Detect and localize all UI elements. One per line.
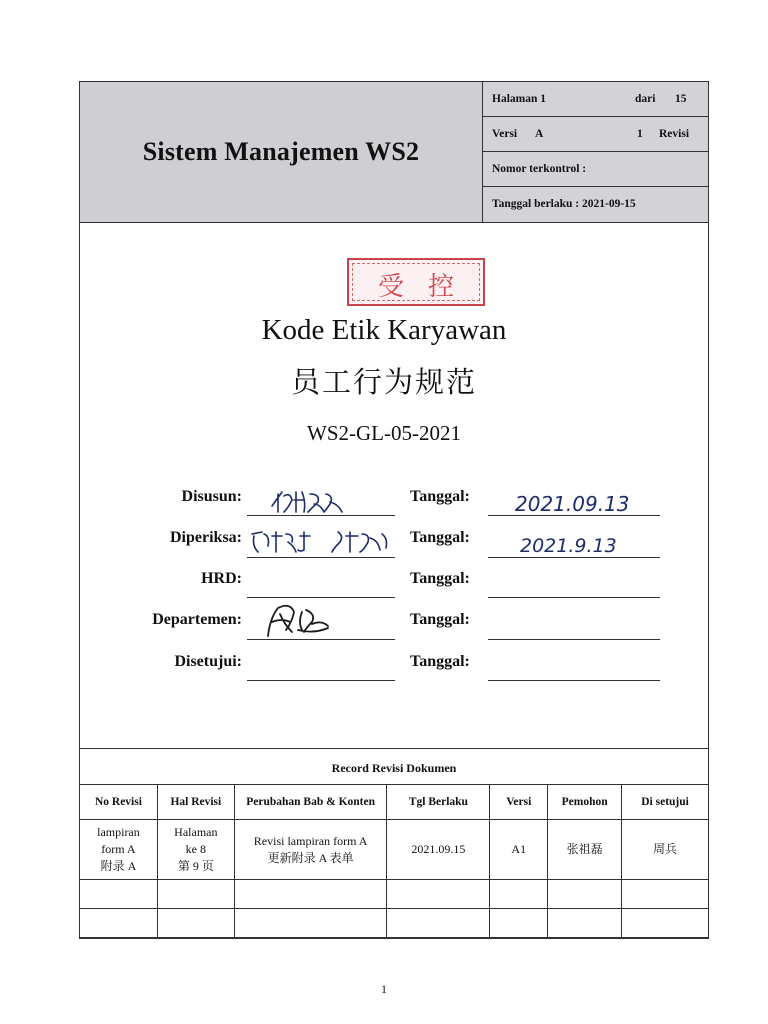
effective-date: Tanggal berlaku : 2021-09-15 (492, 198, 636, 210)
page-number: 1 (381, 982, 387, 996)
date-label-1: Tanggal: (410, 488, 470, 505)
table-cell: A1 (490, 820, 548, 880)
table-header-row (80, 785, 709, 820)
table-cell (548, 909, 622, 938)
revision-record-title: Record Revisi Dokumen (79, 748, 709, 785)
page-label: Halaman 1 (492, 93, 546, 105)
table-cell: 2021.09.15 (387, 820, 490, 880)
column-header: Pemohon (548, 785, 622, 820)
date-label-4: Tanggal: (410, 611, 470, 628)
control-number-row (483, 152, 708, 187)
revision-value: 1 (637, 128, 643, 140)
version-value: A (535, 128, 544, 140)
document-title: Kode Etik Karyawan (261, 314, 507, 346)
column-header: No Revisi (80, 785, 158, 820)
table-row (80, 880, 709, 909)
reviewed-by-signature (246, 526, 406, 556)
version-row (483, 117, 708, 152)
table-cell: Revisi lampiran form A 更新附录 A 表单 (234, 820, 387, 880)
hrd-line (247, 597, 395, 598)
revision-label: Revisi (659, 128, 690, 140)
reviewed-by-line (247, 557, 395, 558)
department-label: Departemen: (152, 611, 242, 628)
page-of-label: dari (635, 93, 656, 105)
date-line-2 (488, 557, 660, 558)
approved-by-label: Disetujui: (174, 653, 242, 670)
system-title: Sistem Manajemen WS2 (142, 137, 420, 166)
table-cell (490, 880, 548, 909)
prepared-by-signature (268, 486, 348, 516)
table-cell (490, 909, 548, 938)
approved-by-line (247, 680, 395, 681)
column-header: Di setujui (622, 785, 709, 820)
reviewed-by-label: Diperiksa: (170, 529, 242, 546)
page-total: 15 (675, 93, 687, 105)
column-header: Versi (490, 785, 548, 820)
table-cell (234, 909, 387, 938)
hrd-label: HRD: (201, 570, 242, 587)
page-info-row (483, 82, 708, 117)
version-label: Versi (492, 128, 518, 140)
department-signature (262, 600, 342, 640)
date-line-5 (488, 680, 660, 681)
stamp-text: 受控 (377, 272, 478, 302)
controlled-stamp (347, 258, 485, 306)
document-title-cn: 员工行为规范 (290, 365, 477, 399)
table-cell: Halaman ke 8 第 9 页 (157, 820, 234, 880)
table-row (80, 820, 709, 880)
column-header: Hal Revisi (157, 785, 234, 820)
table-cell (157, 880, 234, 909)
date-line-3 (488, 597, 660, 598)
table-cell (387, 909, 490, 938)
header-title-cell (80, 82, 483, 222)
document-code: WS2-GL-05-2021 (307, 421, 461, 445)
table-cell (80, 909, 158, 938)
table-cell (157, 909, 234, 938)
column-header: Perubahan Bab & Konten (234, 785, 387, 820)
table-cell (80, 880, 158, 909)
header-meta (483, 82, 708, 222)
prepared-by-label: Disusun: (181, 488, 242, 505)
date-label-5: Tanggal: (410, 653, 470, 670)
table-row (80, 909, 709, 938)
table-cell: 张祖磊 (548, 820, 622, 880)
effective-date-row (483, 187, 708, 222)
column-header: Tgl Berlaku (387, 785, 490, 820)
table-cell (548, 880, 622, 909)
control-number-label: Nomor terkontrol : (492, 163, 587, 175)
date-line-4 (488, 639, 660, 640)
date-value-1: 2021.09.13 (515, 492, 630, 516)
table-cell (387, 880, 490, 909)
date-label-2: Tanggal: (410, 529, 470, 546)
revision-record-table (79, 784, 709, 938)
table-cell (234, 880, 387, 909)
table-cell: lampiran form A 附录 A (80, 820, 158, 880)
table-cell: 周兵 (622, 820, 709, 880)
date-value-2: 2021.9.13 (520, 535, 617, 557)
document-header (80, 82, 708, 223)
date-label-3: Tanggal: (410, 570, 470, 587)
table-cell (622, 880, 709, 909)
table-cell (622, 909, 709, 938)
